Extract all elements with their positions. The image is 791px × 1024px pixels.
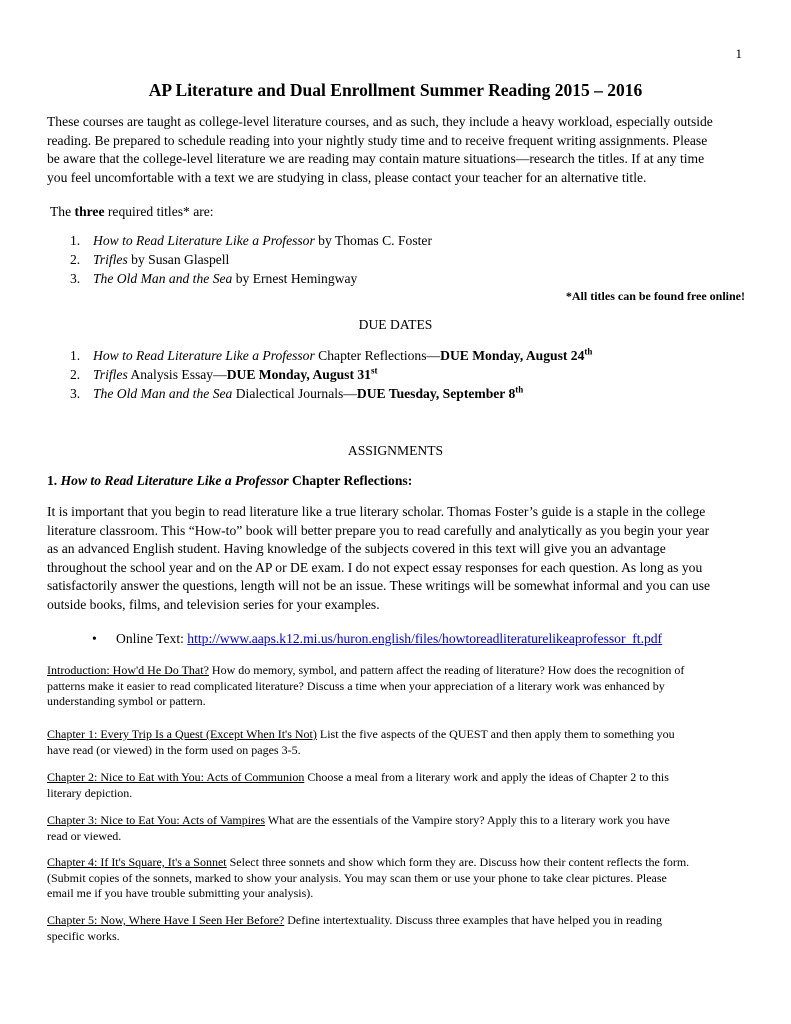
due-date: DUE Monday, August 31 [226, 367, 371, 382]
assignment-type: Analysis Essay— [127, 367, 227, 382]
book-author: by Thomas C. Foster [314, 233, 432, 248]
chapter-prompt-line: have read (or viewed) in the form used on pages 3-5. [47, 742, 301, 757]
intro-line: These courses are taught as college-level literature courses, and as such, they include a heavy workload, especially outside [47, 114, 713, 129]
section-paragraph [47, 503, 747, 615]
list-number: 2. [70, 367, 81, 382]
paragraph-line: literature classroom. This “How-to” book will better prepare you to read carefully and analytically as you begin your year [47, 522, 710, 538]
list-number: 3. [70, 271, 81, 286]
section-number: 1. [47, 473, 61, 488]
chapter-question [47, 727, 747, 758]
assignment-type: Chapter Reflections— [314, 348, 441, 363]
due-date: DUE Monday, August 24 [440, 348, 585, 363]
book-title: Trifles [93, 252, 128, 267]
chapter-prompt-line: understanding symbol or pattern. [47, 694, 206, 708]
due-dates-list [70, 346, 592, 403]
free-online-note: *All titles can be found free online! [565, 289, 745, 303]
paragraph-line: as an advanced English student. Having knowledge of the subjects covered in this text will give you an advantage [47, 541, 666, 557]
list-item [70, 346, 592, 365]
chapter-heading: Chapter 2: Nice to Eat with You: Acts of Communion [47, 770, 305, 784]
chapter-prompt: List the five aspects of the QUEST and then apply them to something you [316, 727, 675, 741]
list-number: 3. [70, 386, 81, 401]
assignment-type: Dialectical Journals— [232, 386, 357, 401]
required-count: three [74, 204, 105, 219]
list-item [70, 269, 432, 288]
chapter-prompt-line: specific works. [47, 928, 120, 943]
book-author: by Ernest Hemingway [232, 271, 358, 286]
paragraph-line: throughout the school year and on the AP or DE exam. I do not expect essay responses for each question. As long as you [47, 559, 703, 575]
book-title: How to Read Literature Like a Professor [93, 233, 315, 248]
chapter-question [47, 770, 747, 801]
list-number: 1. [70, 348, 81, 363]
chapter-prompt-line: email me if you have trouble submitting your analysis). [47, 886, 314, 900]
due-dates-heading: DUE DATES [358, 317, 433, 332]
list-item [70, 231, 432, 250]
paragraph-line: It is important that you begin to read literature like a true literary scholar. Thomas Foster’s guide is a staple in the college [47, 504, 706, 519]
required-pre: The [50, 204, 75, 219]
bullet-icon: • [92, 631, 97, 646]
online-text-bullet [92, 631, 662, 647]
chapter-prompt-line: patterns make it easier to read complicated literature? Discuss a time when your appreciation of a literary work was enhanced by [47, 678, 665, 693]
page-number: 1 [735, 46, 742, 61]
required-titles-list [70, 231, 432, 288]
chapter-prompt: How do memory, symbol, and pattern affect the reading of literature? How does the recognition of [208, 663, 685, 677]
intro-paragraph [47, 113, 747, 187]
date-suffix: th [584, 346, 593, 357]
chapter-prompt: What are the essentials of the Vampire story? Apply this to a literary work you have [265, 813, 670, 827]
online-text-label: Online Text: [116, 631, 188, 646]
assignments-heading: ASSIGNMENTS [347, 443, 444, 458]
paragraph-line: satisfactorily answer the questions, length will not be an issue. These writings will be somewhat informal and you can use [47, 578, 711, 594]
chapter-prompt-line: literary depiction. [47, 785, 133, 800]
list-item [70, 250, 432, 269]
book-title: The Old Man and the Sea [93, 271, 233, 286]
chapter-prompt: Select three sonnets and show which form they are. Discuss how their content reflects the form. [226, 855, 690, 869]
list-item [70, 384, 592, 403]
chapter-heading: Introduction: How'd He Do That? [47, 663, 209, 677]
book-title: How to Read Literature Like a Professor [93, 348, 315, 363]
chapter-prompt: Define intertextuality. Discuss three examples that have helped you in reading [284, 913, 662, 927]
list-number: 2. [70, 252, 81, 267]
intro-line: you feel uncomfortable with a text we are studying in class, please contact your teacher for an alternative title. [47, 169, 647, 185]
book-title: Trifles [93, 367, 128, 382]
list-item [70, 365, 592, 384]
section-heading [47, 473, 412, 489]
chapter-prompt-line: read or viewed. [47, 828, 122, 843]
list-number: 1. [70, 233, 81, 248]
paragraph-line: outside books, films, and television series for your examples. [47, 596, 380, 612]
book-title: The Old Man and the Sea [93, 386, 233, 401]
online-text-link[interactable]: http://www.aaps.k12.mi.us/huron.english/files/howtoreadliteraturelikeaprofessor_ft.pdf [187, 631, 663, 646]
section-book-title: How to Read Literature Like a Professor [60, 473, 289, 488]
chapter-heading: Chapter 5: Now, Where Have I Seen Her Before? [47, 913, 285, 927]
chapter-prompt-line: (Submit copies of the sonnets, marked to show your analysis. You may scan them or use your phone to take clear pictures. Please [47, 870, 667, 885]
date-suffix: th [515, 384, 524, 395]
intro-line: be aware that the college-level literature we are reading may contain mature situations—research the titles. If at any time [47, 151, 705, 167]
book-author: by Susan Glaspell [127, 252, 230, 267]
required-post: required titles* are: [104, 204, 214, 219]
section-heading-rest: Chapter Reflections: [288, 473, 413, 488]
chapter-question [47, 855, 747, 902]
chapter-question [47, 813, 747, 844]
intro-line: reading. Be prepared to schedule reading into your nightly study time and to receive frequent writing assignments. Please [47, 132, 708, 148]
chapter-question [47, 663, 747, 710]
chapter-heading: Chapter 4: If It's Square, It's a Sonnet [47, 855, 227, 869]
chapter-heading: Chapter 3: Nice to Eat You: Acts of Vampires [47, 813, 266, 827]
required-titles-intro [50, 203, 750, 222]
due-date: DUE Tuesday, September 8 [356, 386, 516, 401]
chapter-prompt: Choose a meal from a literary work and apply the ideas of Chapter 2 to this [304, 770, 669, 784]
date-suffix: st [370, 365, 378, 376]
chapter-heading: Chapter 1: Every Trip Is a Quest (Except When It's Not) [47, 727, 317, 741]
chapter-question [47, 913, 747, 944]
page-title: AP Literature and Dual Enrollment Summer Reading 2015 – 2016 [148, 80, 643, 100]
